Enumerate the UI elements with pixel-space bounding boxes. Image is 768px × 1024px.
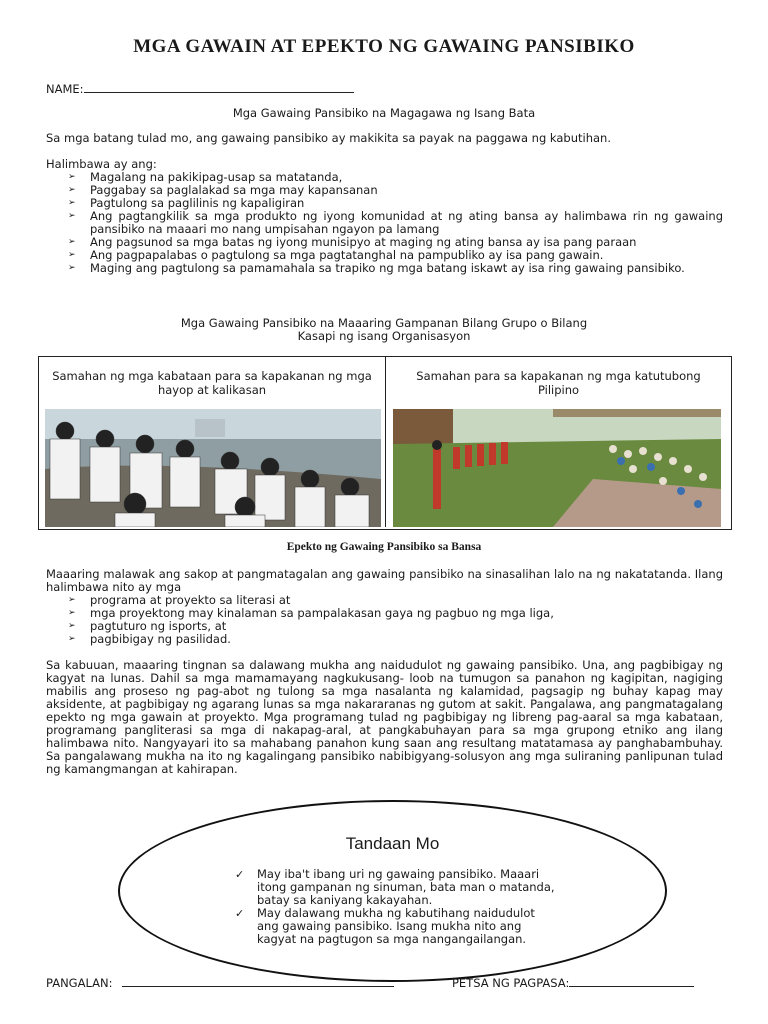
list-item: ➢ Paggabay sa paglalakad sa mga may kapansanan — [68, 183, 378, 197]
section1-heading: Mga Gawaing Pansibiko na Magagawa ng Isang Bata — [232, 106, 536, 120]
arrow-bullet-icon: ➢ — [68, 237, 76, 247]
group-right-caption: Samahan para sa kapakanan ng mga katutubong Pilipino — [416, 369, 701, 397]
arrow-bullet-icon: ➢ — [68, 211, 76, 221]
remember-title: Tandaan Mo — [345, 834, 440, 853]
list-item: ➢ Ang pagtangkilik sa mga produkto ng iyong komunidad at ng ating bansa ay halimbawa rin ng gawaing pansibiko na maaari mo nang umpisahan ngayon pa lamang — [68, 209, 723, 236]
group-cell-right — [386, 357, 731, 527]
list-item: ✓ May iba't ibang uri ng gawaing pansibiko. Maaari itong gampanan ng sinuman, bata man o matanda, batay sa kaniyang kakayahan. — [235, 867, 555, 907]
effects-list — [46, 594, 723, 646]
name-field[interactable] — [46, 80, 354, 96]
arrow-bullet-icon: ➢ — [68, 185, 76, 195]
beach-cleanup-photo — [45, 409, 381, 527]
remember-list — [235, 868, 555, 946]
footer-date-field[interactable] — [452, 974, 694, 990]
group-left-caption: Samahan ng mga kabataan para sa kapakanan ng mga hayop at kalikasan — [52, 369, 372, 397]
arrow-bullet-icon: ➢ — [68, 172, 76, 182]
list-item: ➢ pagtuturo ng isports, at — [68, 619, 227, 633]
list-item: ➢ pagbibigay ng pasilidad. — [68, 632, 231, 646]
list-item: ➢ Pagtulong sa paglilinis ng kapaligiran — [68, 196, 305, 210]
list-item: ➢ Ang pagsunod sa mga batas ng iyong munisipyo at maging ng ating bansa ay isa pang paraan — [68, 235, 637, 249]
list-item: ➢ mga proyektong may kinalaman sa pampalakasan gaya ng pagbuo ng mga liga, — [68, 606, 554, 620]
section2-heading: Mga Gawaing Pansibiko na Maaaring Gampanan Bilang Grupo o Bilang Kasapi ng isang Organisasyon — [180, 316, 588, 343]
footer-name-underline — [122, 974, 394, 987]
check-icon: ✓ — [235, 868, 245, 881]
list-item: ➢ Maging ang pagtulong sa pamamahala sa trapiko ng mga batang iskawt ay isa ring gawaing pansibiko. — [68, 261, 685, 275]
list-item: ✓ May dalawang mukha ng kabutihang naidudulot ang gawaing pansibiko. Isang mukha nito ang kagyat na pagtugon sa mga nangangailangan. — [235, 906, 535, 946]
arrow-bullet-icon: ➢ — [68, 608, 76, 618]
footer-date-label: PETSA NG PAGPASA: — [452, 976, 570, 990]
examples-label: Halimbawa ay ang: — [46, 157, 157, 171]
list-item: ➢ Magalang na pakikipag-usap sa matatanda, — [68, 170, 343, 184]
group-activities-table — [38, 356, 732, 530]
list-item: ➢ programa at proyekto sa literasi at — [68, 593, 291, 607]
footer-date-underline — [569, 974, 694, 987]
footer-name-label: PANGALAN: — [46, 976, 113, 990]
arrow-bullet-icon: ➢ — [68, 250, 76, 260]
list-item: ➢ Ang pagpapalabas o pagtulong sa mga pagtatanghal na pampubliko ay isa pang gawain. — [68, 248, 604, 262]
arrow-bullet-icon: ➢ — [68, 595, 76, 605]
arrow-bullet-icon: ➢ — [68, 263, 76, 273]
section3-heading: Epekto ng Gawaing Pansibiko sa Bansa — [286, 541, 482, 553]
arrow-bullet-icon: ➢ — [68, 621, 76, 631]
summary-paragraph: Sa kabuuan, maaaring tingnan sa dalawang mukha ang naidudulot ng gawaing pansibiko. Una, ang pagbibigay ng kagyat na lunas. Dahil sa mga mamamayang nagkukusang- loob na tumugon sa panahon ng kagipitan, nagiging mabilis ang proseso ng pag-abot ng tulong sa mga nasalanta ng kalamidad, pagsagip ng buhay kapag may aksidente, at pagbibigay ng agarang lunas sa mga nakararanas ng gutom at sakit. Pangalawa, ang pangmatagalang epekto ng mga gawain at proyekto. Mga programang tulad ng pagbibigay ng libreng pag-aaral sa mga kabataan, programang pangliterasi sa mga di nakapag-aral, at pangkabuhayan para sa mga grupong etniko ang ilang halimbawa nito. Nangyayari ito sa mahabang panahon kung saan ang resultang matatamasa ay panghabambuhay. Sa pangalawang mukha na ito ng kagalingang pansibiko nabibigyang-solusyon ang mga suliraning panlipunan tulad ng kamangmangan at kahirapan. — [46, 658, 723, 776]
indigenous-gathering-photo — [393, 409, 721, 527]
remember-callout — [118, 800, 667, 982]
check-icon: ✓ — [235, 907, 245, 920]
footer-name-field[interactable] — [46, 974, 394, 990]
arrow-bullet-icon: ➢ — [68, 198, 76, 208]
name-label: NAME: — [46, 82, 84, 96]
arrow-bullet-icon: ➢ — [68, 634, 76, 644]
document-title: MGA GAWAIN AT EPEKTO NG GAWAING PANSIBIKO — [133, 36, 635, 57]
effects-intro: Maaaring malawak ang sakop at pangmatagalan ang gawaing pansibiko na sinasalihan lalo na ng nakatatanda. Ilang halimbawa nito ay mga — [46, 567, 723, 594]
group-cell-left — [39, 357, 386, 527]
intro-paragraph: Sa mga batang tulad mo, ang gawaing pansibiko ay makikita sa payak na paggawa ng kabutihan. — [46, 131, 611, 145]
name-underline — [84, 80, 354, 93]
examples-list — [46, 171, 723, 275]
